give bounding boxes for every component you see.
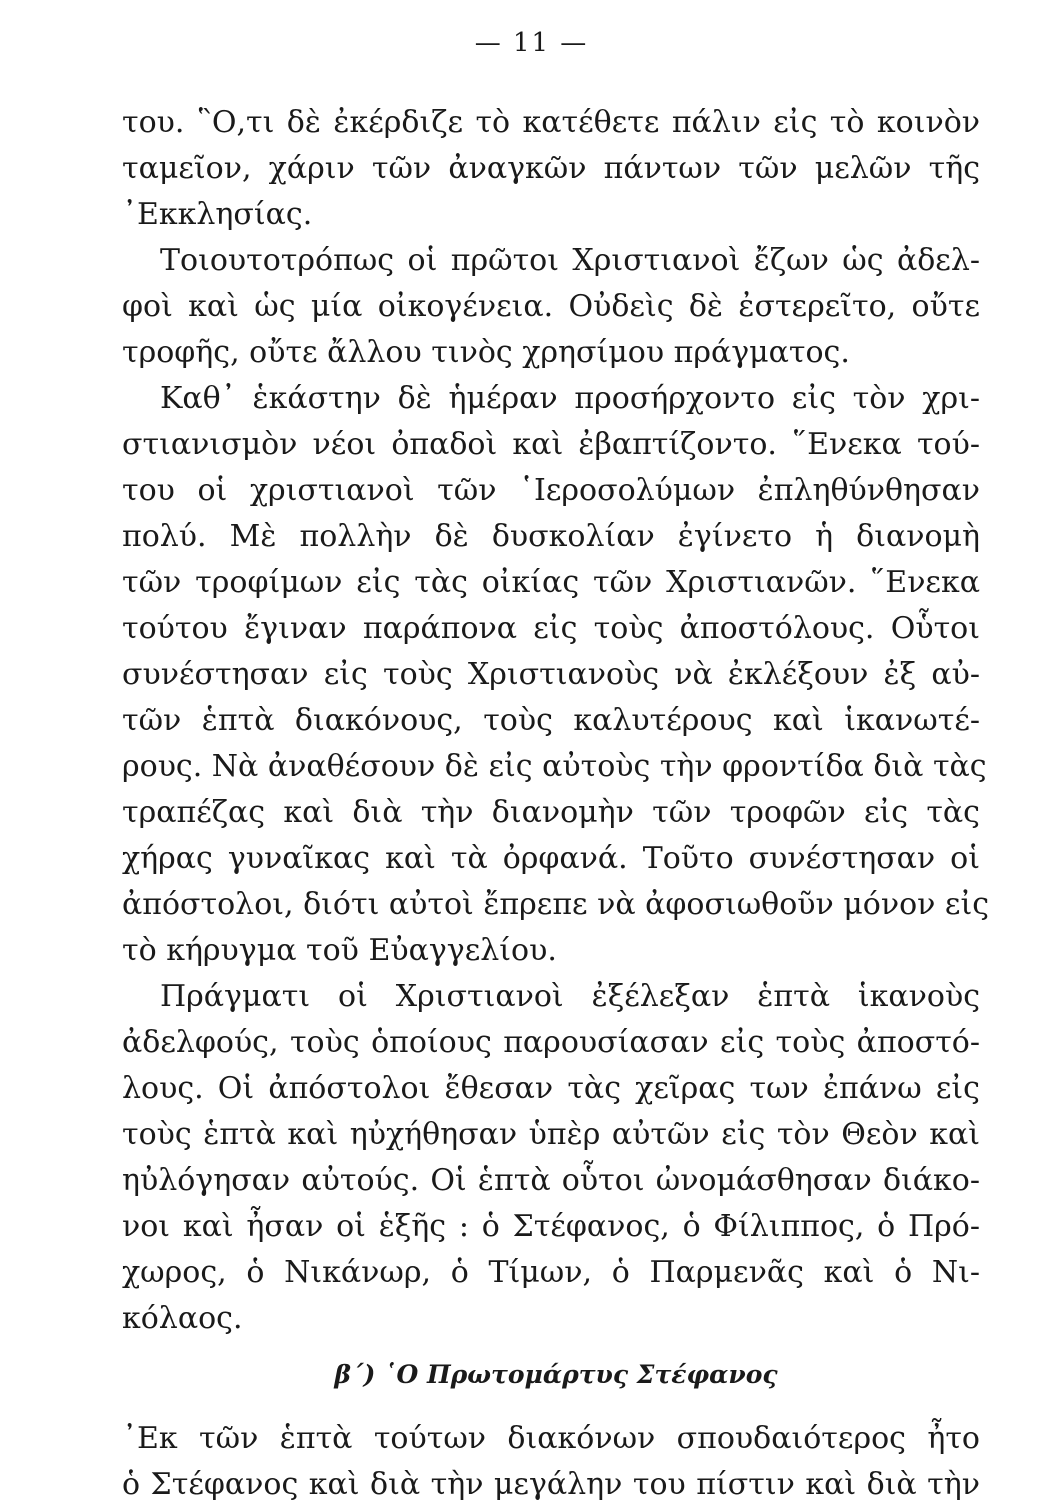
text-line: τραπέζας καὶ διὰ τὴν διανομὴν τῶν τροφῶν εἰς τὰς xyxy=(122,795,980,830)
text-line: τῶν τροφίμων εἰς τὰς οἰκίας τῶν Χριστιανῶν. ῞Ενεκα xyxy=(122,565,980,600)
text-line: κόλαος. xyxy=(122,1301,243,1336)
text-line: συνέστησαν εἰς τοὺς Χριστιανοὺς νὰ ἐκλέξουν ἐξ αὐ- xyxy=(122,657,980,692)
text-line: χήρας γυναῖκας καὶ τὰ ὀρφανά. Τοῦτο συνέστησαν οἱ xyxy=(122,841,980,876)
text-line: Πράγματι οἱ Χριστιανοὶ ἐξέλεξαν ἑπτὰ ἱκανοὺς xyxy=(160,979,980,1014)
text-line: νοι καὶ ἦσαν οἱ ἑξῆς : ὁ Στέφανος, ὁ Φίλιππος, ὁ Πρό- xyxy=(122,1209,980,1244)
paragraph-5 xyxy=(122,1416,980,1508)
page-number: — 11 — xyxy=(474,28,589,58)
text-line: λους. Οἱ ἀπόστολοι ἔθεσαν τὰς χεῖρας των ἐπάνω εἰς xyxy=(122,1071,980,1106)
text-line: τὸ κήρυγμα τοῦ Εὐαγγελίου. xyxy=(122,933,557,968)
text-line: φοὶ καὶ ὡς μία οἰκογένεια. Οὐδεὶς δὲ ἐστερεῖτο, οὔτε xyxy=(122,289,980,324)
section-heading: β΄) ῾Ο Πρωτομάρτυς Στέφανος xyxy=(334,1360,778,1389)
text-line: στιανισμὸν νέοι ὀπαδοὶ καὶ ἐβαπτίζοντο. ῞Ενεκα τού- xyxy=(122,427,980,462)
text-line: τούτου ἔγιναν παράπονα εἰς τοὺς ἀποστόλους. Οὗτοι xyxy=(122,611,980,646)
text-line: Τοιουτοτρόπως οἱ πρῶτοι Χριστιανοὶ ἔζων ὡς ἀδελ- xyxy=(160,243,980,278)
text-line: ὁ Στέφανος καὶ διὰ τὴν μεγάλην του πίστιν καὶ διὰ τὴν xyxy=(122,1467,980,1502)
text-line: ᾽Εκκλησίας. xyxy=(122,197,313,232)
paragraph-2 xyxy=(122,238,980,376)
text-line: ρους. Νὰ ἀναθέσουν δὲ εἰς αὐτοὺς τὴν φροντίδα διὰ τὰς xyxy=(122,749,987,784)
text-line: τῶν ἑπτὰ διακόνους, τοὺς καλυτέρους καὶ ἱκανωτέ- xyxy=(122,703,980,738)
text-line: χωρος, ὁ Νικάνωρ, ὁ Τίμων, ὁ Παρμενᾶς καὶ ὁ Νι- xyxy=(122,1255,980,1290)
text-line: ἀδελφούς, τοὺς ὁποίους παρουσίασαν εἰς τοὺς ἀποστό- xyxy=(122,1025,980,1060)
paragraph-3 xyxy=(122,376,990,974)
text-line: πολύ. Μὲ πολλὴν δὲ δυσκολίαν ἐγίνετο ἡ διανομὴ xyxy=(122,519,980,554)
text-line: ἀπόστολοι, διότι αὐτοὶ ἔπρεπε νὰ ἀφοσιωθοῦν μόνον εἰς xyxy=(122,887,990,922)
paragraph-4 xyxy=(122,974,980,1342)
text-line: του. ῝Ο,τι δὲ ἐκέρδιζε τὸ κατέθετε πάλιν εἰς τὸ κοινὸν xyxy=(122,105,980,140)
paragraph-1 xyxy=(122,100,980,238)
body-text xyxy=(122,100,990,1508)
text-line: Καθ᾽ ἑκάστην δὲ ἡμέραν προσήρχοντο εἰς τὸν χρι- xyxy=(160,381,980,416)
text-line: ηὐλόγησαν αὐτούς. Οἱ ἑπτὰ οὗτοι ὠνομάσθησαν διάκο- xyxy=(122,1163,980,1198)
text-line: ταμεῖον, χάριν τῶν ἀναγκῶν πάντων τῶν μελῶν τῆς xyxy=(122,151,980,186)
text-line: τροφῆς, οὔτε ἄλλου τινὸς χρησίμου πράγματος. xyxy=(122,335,850,370)
text-line: ᾽Εκ τῶν ἑπτὰ τούτων διακόνων σπουδαιότερος ἦτο xyxy=(122,1421,980,1456)
text-line: τοὺς ἑπτὰ καὶ ηὐχήθησαν ὑπὲρ αὐτῶν εἰς τὸν Θεὸν καὶ xyxy=(122,1117,980,1152)
text-line: του οἱ χριστιανοὶ τῶν ῾Ιεροσολύμων ἐπληθύνθησαν xyxy=(122,473,980,508)
